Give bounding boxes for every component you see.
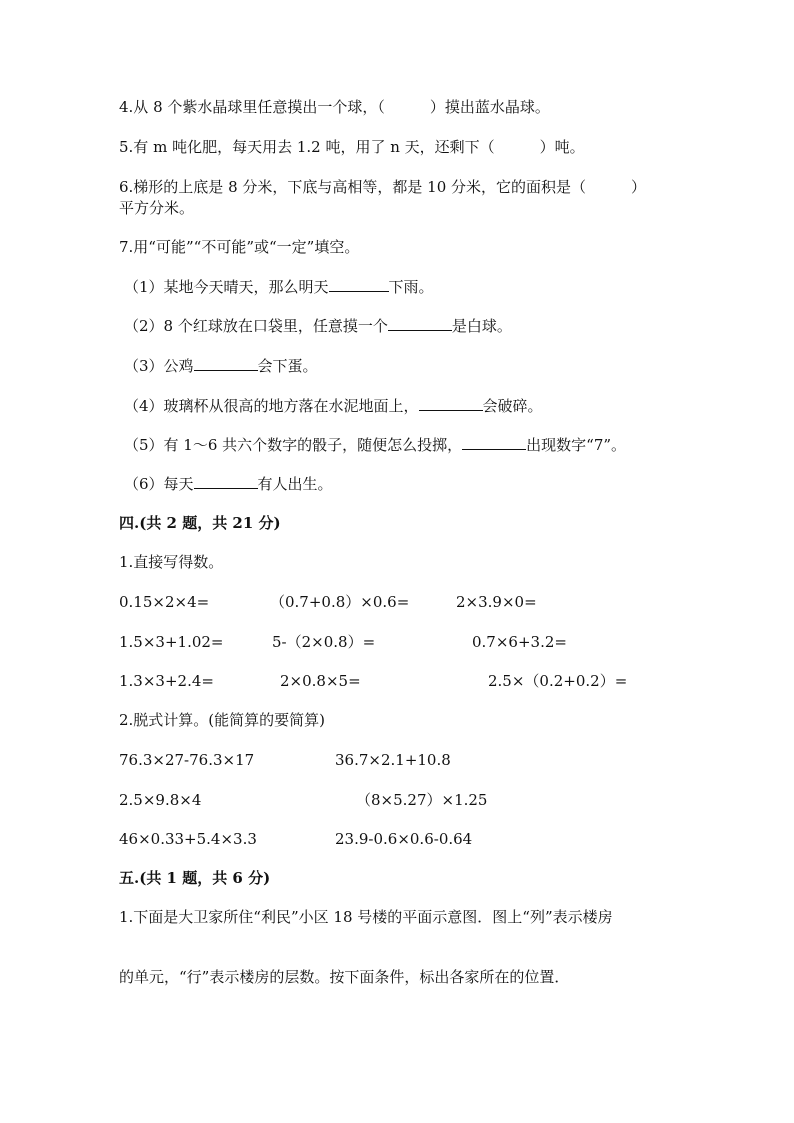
calc-item: 1.3×3+2.4= <box>119 672 214 690</box>
section-4-question-1: 1.直接写得数。 <box>119 553 224 571</box>
answer-blank[interactable] <box>194 356 258 371</box>
item-text: （2）8 个红球放在口袋里，任意摸一个 <box>124 317 388 335</box>
question-7-item-6 <box>124 474 333 494</box>
answer-blank[interactable] <box>388 316 452 331</box>
calc-item: 36.7×2.1+10.8 <box>335 751 451 769</box>
section-5-question-1-line-1: 1.下面是大卫家所住“利民”小区 18 号楼的平面示意图．图上“列”表示楼房 <box>119 908 613 926</box>
calc-item: 1.5×3+1.02= <box>119 633 224 651</box>
question-5: 5.有 m 吨化肥，每天用去 1.2 吨，用了 n 天，还剩下（ ）吨。 <box>119 138 585 156</box>
item-text: 有人出生。 <box>257 475 333 493</box>
item-text: 出现数字“7”。 <box>526 436 627 454</box>
question-7-item-5 <box>124 435 626 455</box>
section-5-title: 五.(共 1 题，共 6 分) <box>119 869 271 887</box>
item-text: （5）有 1～6 共六个数字的骰子，随便怎么投掷， <box>124 436 463 454</box>
calc-item: 0.15×2×4= <box>119 593 210 611</box>
question-7-item-2 <box>124 316 512 336</box>
calc-item: 2×0.8×5= <box>280 672 361 690</box>
question-7-item-1 <box>124 277 434 297</box>
calc-item: （0.7+0.8）×0.6= <box>270 593 410 611</box>
question-6-line-2: 平方分米。 <box>119 199 195 217</box>
question-7-item-4 <box>124 396 543 416</box>
calc-item: 23.9-0.6×0.6-0.64 <box>335 830 473 848</box>
section-5-question-1-line-2: 的单元，“行”表示楼房的层数。按下面条件，标出各家所在的位置． <box>119 968 570 986</box>
question-7-item-3 <box>124 356 318 376</box>
item-text: 下雨。 <box>388 278 434 296</box>
answer-blank[interactable] <box>329 277 389 292</box>
item-text: 会破碎。 <box>482 397 543 415</box>
answer-blank[interactable] <box>462 435 526 450</box>
section-4-title: 四.(共 2 题，共 21 分) <box>119 514 281 532</box>
item-text: 是白球。 <box>451 317 512 335</box>
calc-item: 2.5×（0.2+0.2）= <box>488 672 628 690</box>
item-text: （1）某地今天晴天，那么明天 <box>124 278 329 296</box>
item-text: （3）公鸡 <box>124 357 194 375</box>
answer-blank[interactable] <box>419 396 483 411</box>
item-text: 会下蛋。 <box>257 357 318 375</box>
item-text: （6）每天 <box>124 475 194 493</box>
question-7: 7.用“可能”“不可能”或“一定”填空。 <box>119 238 360 256</box>
calc-item: 76.3×27-76.3×17 <box>119 751 255 769</box>
calc-item: 2×3.9×0= <box>456 593 537 611</box>
question-4: 4.从 8 个紫水晶球里任意摸出一个球，（ ）摸出蓝水晶球。 <box>119 98 550 116</box>
answer-blank[interactable] <box>194 474 258 489</box>
calc-item: 2.5×9.8×4 <box>119 791 202 809</box>
question-6-line-1: 6.梯形的上底是 8 分米，下底与高相等，都是 10 分米，它的面积是（ ） <box>119 178 647 196</box>
section-4-question-2: 2.脱式计算。(能简算的要简算) <box>119 711 326 729</box>
item-text: （4）玻璃杯从很高的地方落在水泥地面上， <box>124 397 419 415</box>
calc-item: 0.7×6+3.2= <box>472 633 567 651</box>
calc-item: 5-（2×0.8）= <box>272 633 376 651</box>
calc-item: （8×5.27）×1.25 <box>356 791 488 809</box>
calc-item: 46×0.33+5.4×3.3 <box>119 830 257 848</box>
